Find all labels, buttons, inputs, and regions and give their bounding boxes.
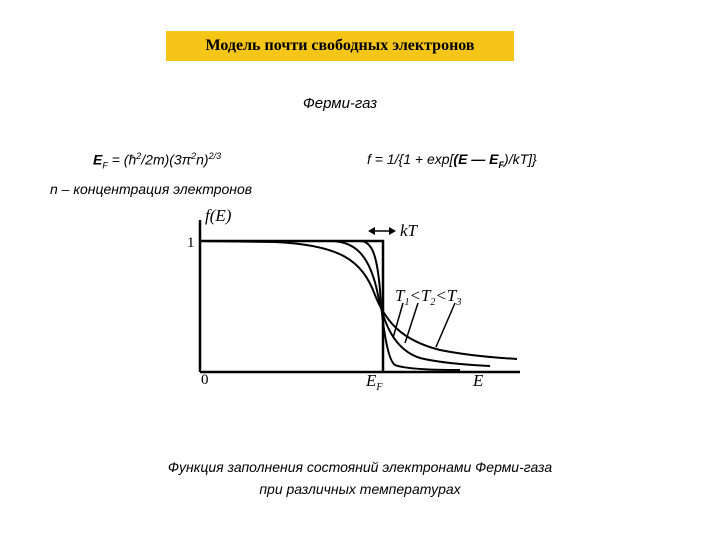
ef-pow3: 2/3	[208, 151, 222, 161]
caption-line-2: при различных температурах	[259, 481, 461, 497]
temp-t3: T	[446, 286, 457, 305]
kt-arrow-left-icon	[368, 227, 375, 235]
ef-mid: /2m)(3π	[141, 151, 192, 168]
slide-title: Модель почти свободных электронов	[166, 31, 514, 61]
ef-symbol: E	[93, 151, 103, 168]
concentration-note: n – концентрация электронов	[50, 181, 253, 197]
origin-label: 0	[201, 372, 209, 388]
ef-label-main: E	[366, 371, 377, 390]
fd-sub: F	[498, 159, 505, 170]
fd-end: )/kT]}	[504, 151, 537, 167]
ef-eq: = (ħ	[107, 151, 137, 168]
fermi-gas-subtitle: Ферми-газ	[302, 95, 378, 112]
kt-label: kT	[400, 221, 417, 240]
temp-lt2: <	[435, 286, 447, 305]
temp-t1: T	[395, 286, 405, 305]
temperature-order-label	[395, 286, 461, 308]
fd-bold: (E — E	[453, 151, 499, 167]
temp-lt1: <	[409, 286, 421, 305]
curve-t1	[200, 241, 460, 370]
temp-s1: 1	[404, 297, 410, 308]
temp-s3: 3	[456, 297, 462, 308]
ef-pow1: 2	[136, 151, 142, 161]
x-axis-label: E	[473, 371, 484, 390]
temp-s2: 2	[430, 297, 436, 308]
curve-t3	[200, 241, 517, 359]
y-tick-one: 1	[187, 235, 195, 251]
ef-label	[365, 371, 383, 393]
temp-t2: T	[420, 286, 431, 305]
y-axis-label: f(E)	[205, 206, 232, 225]
ef-n: n)	[196, 151, 209, 168]
pointer-t3	[436, 303, 455, 347]
kt-arrow-right-icon	[389, 227, 396, 235]
step-function-t0	[200, 241, 383, 372]
ef-pow2: 2	[191, 151, 197, 161]
figure-caption	[0, 456, 720, 500]
fd-start: f = 1/{1 + exp[	[367, 151, 454, 167]
caption-line-1: Функция заполнения состояний электронами Ферми-газа	[167, 459, 553, 475]
ef-subscript: F	[102, 160, 108, 171]
pointer-t2	[405, 303, 418, 343]
ef-label-sub: F	[376, 382, 383, 393]
